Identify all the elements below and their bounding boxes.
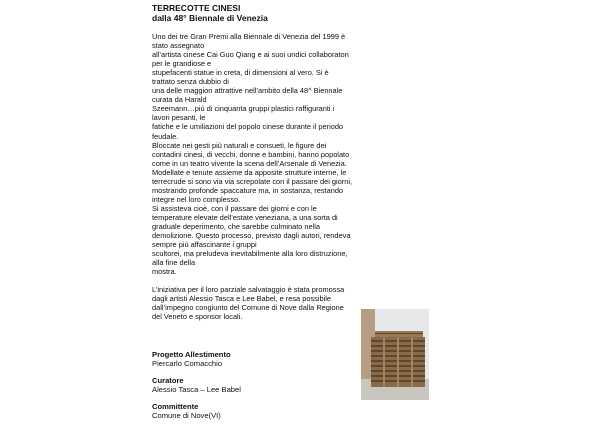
article-title: TERRECOTTE CINESI bbox=[152, 3, 241, 13]
text-line: mostrando profonde spaccature ma, in sostanza, restando bbox=[152, 185, 344, 195]
text-line: trattato senza dubbio di bbox=[152, 77, 229, 87]
pallet-stack bbox=[371, 331, 425, 387]
text-line: stupefacenti statue in creta, di dimensioni al vero. Si è bbox=[152, 68, 329, 78]
text-line: temperature elevate dell’estate veneziana, a una sorta di bbox=[152, 212, 338, 222]
article-subtitle: dalla 48° Biennale di Venezia bbox=[152, 13, 268, 23]
text-line: Modellate e tenute assieme da apposite strutture interne, le bbox=[152, 167, 347, 177]
text-line: terrecrude si sono via via screpolate con il passare dei giorni, bbox=[152, 176, 353, 186]
text-line: del Veneto e sponsor locali. bbox=[152, 312, 243, 322]
text-line: integre nel loro complesso. bbox=[152, 194, 241, 204]
credit-label-committente: Committente bbox=[152, 402, 199, 412]
text-line: L’iniziativa per il loro parziale salvataggio è stata promossa bbox=[152, 285, 345, 295]
text-line: curata da Harald bbox=[152, 95, 207, 105]
article-column bbox=[152, 3, 360, 428]
paragraph-main bbox=[152, 32, 360, 276]
credit-value-curatore: Alessio Tasca – Lee Babel bbox=[152, 385, 241, 395]
text-line: Si assisteva cioè, con il passare dei giorni e con le bbox=[152, 203, 317, 213]
exhibition-photo bbox=[361, 309, 429, 400]
credit-label-curatore: Curatore bbox=[152, 376, 184, 386]
text-line: all’artista cinese Cai Guo Qiang e ai suoi undici collaboratori bbox=[152, 50, 349, 60]
text-line: fatiche e le umiliazioni del popolo cinese durante il periodo bbox=[152, 122, 344, 132]
credit-value-allestimento: Piercarlo Comacchio bbox=[152, 359, 223, 369]
text-line: sempre più affascinante i gruppi bbox=[152, 240, 257, 250]
text-line: demolizione. Questo processo, previsto dagli autori, rendeva bbox=[152, 231, 351, 241]
text-line: Szeemann…più di cinquanta gruppi plastici raffiguranti i bbox=[152, 104, 335, 114]
text-line: dagli artisti Alessio Tasca e Lee Babel, e resa possibile bbox=[152, 294, 331, 304]
text-line: dall’impegno congiunto del Comune di Nove dalla Regione bbox=[152, 303, 344, 313]
credit-value-committente: Comune di Nove(VI) bbox=[152, 411, 221, 421]
text-line: graduale deperimento, che sarebbe culminato nella bbox=[152, 221, 321, 231]
text-line: scultorei, ma preludeva inevitabilmente alla loro distruzione, bbox=[152, 249, 348, 259]
credits-block bbox=[152, 350, 360, 420]
text-line: una delle maggiori attrattive nell’ambito della 48^ Biennale bbox=[152, 86, 343, 96]
text-line: mostra. bbox=[152, 267, 177, 277]
paragraph-initiative bbox=[152, 285, 360, 321]
text-line: Bloccate nei gesti più naturali e consueti, le figure dei bbox=[152, 140, 327, 150]
text-line: feudale. bbox=[152, 131, 179, 141]
text-line: alla fine della bbox=[152, 258, 196, 268]
text-line: per le grandiose e bbox=[152, 59, 212, 69]
text-line: come in un teatro vivente la scena dell’Arsenale di Venezia. bbox=[152, 158, 347, 168]
text-line: Uno dei tre Gran Premi alla Biennale di Venezia del 1999 è bbox=[152, 32, 346, 41]
text-line: contadini cinesi, di vecchi, donne e bambini, hanno popolato bbox=[152, 149, 350, 159]
credit-label-allestimento: Progetto Allestimento bbox=[152, 350, 231, 360]
stacked-pallets-image bbox=[361, 309, 429, 400]
text-line: lavori pesanti, le bbox=[152, 113, 206, 123]
text-line: stato assegnato bbox=[152, 41, 205, 51]
